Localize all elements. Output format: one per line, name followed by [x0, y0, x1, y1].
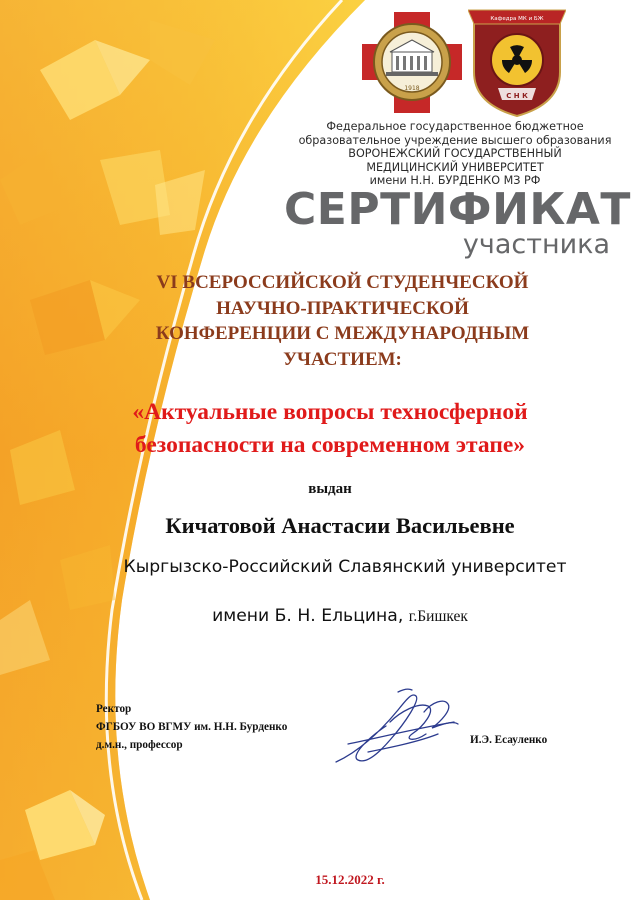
rector-title: Ректор: [96, 703, 132, 715]
recipient-name: Кичатовой Анастасии Васильевне: [165, 513, 515, 538]
emblem-year: 1918: [404, 85, 420, 92]
emblem-letters: С Н К: [506, 92, 528, 100]
city-text: г.Бишкек: [408, 608, 468, 625]
emblem-banner: Кафедра МК и БЖ: [490, 16, 544, 22]
rector-organization: ФГБОУ ВО ВГМУ им. Н.Н. Бурденко: [96, 721, 288, 733]
university-emblem-icon: [362, 10, 462, 115]
named-after-text: имени Б. Н. Ельцина,: [212, 606, 404, 626]
institution-header: [296, 120, 614, 188]
certificate-subtitle: участника: [462, 229, 610, 260]
institution-line: имени Н.Н. БУРДЕНКО МЗ РФ: [369, 174, 541, 188]
recipient-university: Кыргызско-Российский Славянский университет: [123, 557, 567, 577]
university-named-after: [60, 606, 620, 626]
institution-line: МЕДИЦИНСКИЙ УНИВЕРСИТЕТ: [366, 160, 544, 174]
issue-date: 15.12.2022 г.: [315, 872, 385, 887]
conference-name: [70, 270, 615, 372]
topic-line: безопасности на современном этапе»: [134, 432, 526, 458]
topic-line: «Актуальные вопросы техносферной: [132, 399, 528, 425]
conference-line: КОНФЕРЕНЦИИ С МЕЖДУНАРОДНЫМ: [155, 323, 530, 344]
signature-icon: [328, 682, 464, 774]
conference-line: НАУЧНО-ПРАКТИЧЕСКОЙ: [216, 297, 469, 319]
conference-line: VI ВСЕРОССИЙСКОЙ СТУДЕНЧЕСКОЙ: [156, 272, 529, 293]
department-radiation-emblem-icon: [468, 6, 566, 118]
institution-line: Федеральное государственное бюджетное: [326, 120, 584, 133]
institution-line: образовательное учреждение высшего образования: [298, 133, 612, 147]
certificate-title: СЕРТИФИКАТ: [284, 184, 631, 235]
conference-line: УЧАСТИЕМ:: [283, 348, 402, 370]
institution-line: ВОРОНЕЖСКИЙ ГОСУДАРСТВЕННЫЙ: [348, 147, 562, 161]
rector-degree: д.м.н., профессор: [96, 739, 183, 751]
rector-name: И.Э. Есауленко: [470, 734, 548, 746]
conference-topic: [50, 396, 610, 462]
issued-label: выдан: [308, 481, 352, 497]
